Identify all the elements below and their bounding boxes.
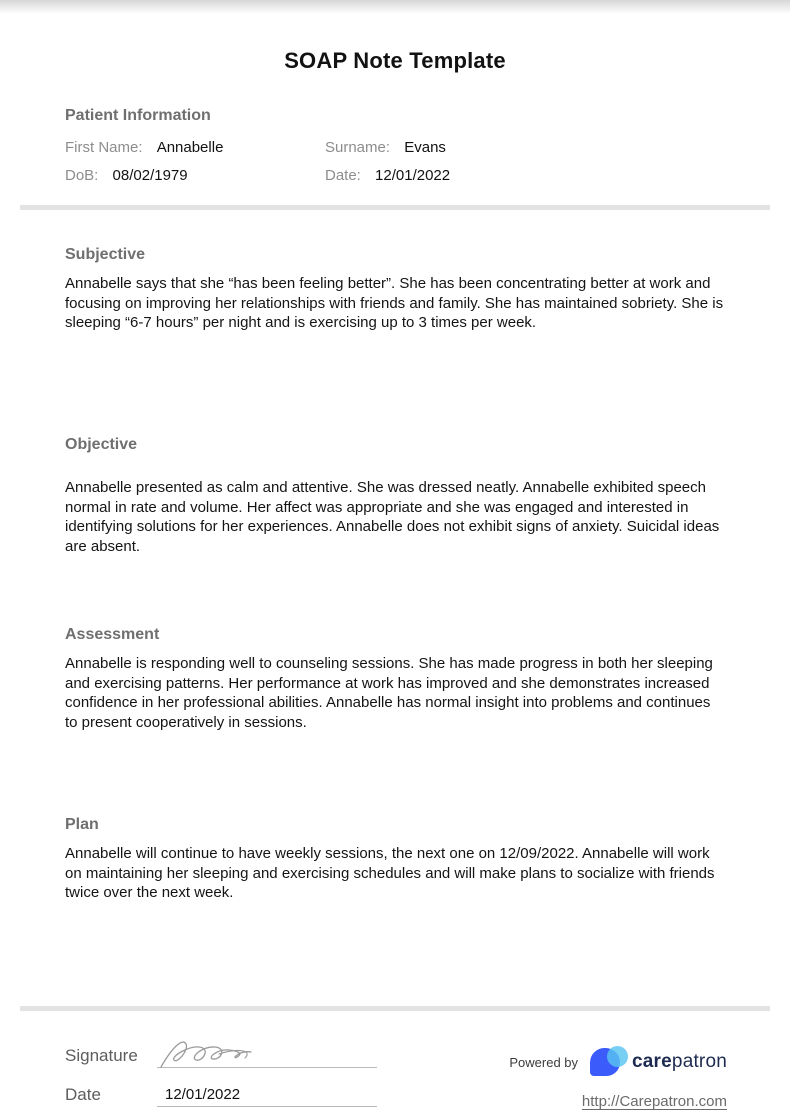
first-name-field xyxy=(65,139,325,156)
objective-text: Annabelle presented as calm and attentive. She was dressed neatly. Annabelle exhibited speech normal in rate and volume. Her affect was appropriate and she was engaged and interested in identifying solutions for her experiences. Annabelle does not exhibit signs of anxiety. Suicidal ideas are absent. xyxy=(65,479,720,555)
patient-information-grid xyxy=(65,139,725,184)
patient-information-section xyxy=(65,107,725,184)
subjective-section xyxy=(65,246,725,436)
soap-sections xyxy=(0,210,790,1006)
signature-field[interactable] xyxy=(157,1038,377,1068)
page-title: SOAP Note Template xyxy=(284,48,506,73)
plan-section xyxy=(65,816,725,1006)
powered-by-row xyxy=(509,1046,727,1078)
date-label: Date: xyxy=(325,167,361,184)
assessment-heading: Assessment xyxy=(65,626,160,643)
document-footer xyxy=(65,1038,727,1116)
carepatron-logo xyxy=(590,1046,727,1078)
carepatron-wordmark xyxy=(632,1051,727,1073)
carepatron-link[interactable]: http://Carepatron.com xyxy=(581,1093,727,1110)
objective-section xyxy=(65,436,725,626)
objective-heading: Objective xyxy=(65,436,138,453)
first-name-value: Annabelle xyxy=(156,139,224,156)
carepatron-logo-icon xyxy=(590,1046,628,1078)
plan-heading: Plan xyxy=(65,816,99,833)
plan-text: Annabelle will continue to have weekly sessions, the next one on 12/09/2022. Annabelle will work on maintaining her sleeping and exercising schedules and will make plans to socialize with friends twice over the next week. xyxy=(65,845,715,901)
assessment-text: Annabelle is responding well to counseling sessions. She has made progress in both her sleeping and exercising patterns. Her performance at work has improved and she demonstrates increased confidence in her professional abilities. Annabelle has normal insight into problems and continues to present cooperatively in sessions. xyxy=(65,655,713,731)
surname-label: Surname: xyxy=(325,139,391,156)
date-value: 12/01/2022 xyxy=(375,167,451,184)
wordmark-care: care xyxy=(632,1051,672,1072)
dob-value: 08/02/1979 xyxy=(112,167,188,184)
patient-information-heading: Patient Information xyxy=(65,107,211,124)
powered-by-label: Powered by xyxy=(509,1054,579,1070)
date-field xyxy=(325,167,725,184)
dob-label: DoB: xyxy=(65,167,99,184)
signature-block xyxy=(65,1038,395,1116)
subjective-heading: Subjective xyxy=(65,246,146,263)
brand-block xyxy=(509,1038,727,1116)
signature-glyph xyxy=(159,1036,289,1070)
first-name-label: First Name: xyxy=(65,139,143,156)
dob-field xyxy=(65,167,325,184)
footer-date-value: 12/01/2022 xyxy=(165,1086,241,1103)
footer-date-label: Date xyxy=(65,1085,101,1104)
site-link-row xyxy=(509,1093,727,1111)
signature-label: Signature xyxy=(65,1046,138,1065)
subjective-text: Annabelle says that she “has been feeling better”. She has been concentrating better at work and focusing on improving her relationships with friends and family. She has maintained sobriety. She is sleeping “6-7 hours” per night and is exercising up to 3 times per week. xyxy=(65,275,724,331)
wordmark-patron: patron xyxy=(671,1051,727,1072)
surname-field xyxy=(325,139,725,156)
date-row xyxy=(65,1077,395,1107)
assessment-section xyxy=(65,626,725,816)
surname-value: Evans xyxy=(404,139,446,156)
logo-blob-light xyxy=(607,1046,628,1067)
section-divider xyxy=(20,1006,770,1011)
signature-row xyxy=(65,1038,395,1068)
footer-date-field[interactable] xyxy=(157,1077,377,1107)
